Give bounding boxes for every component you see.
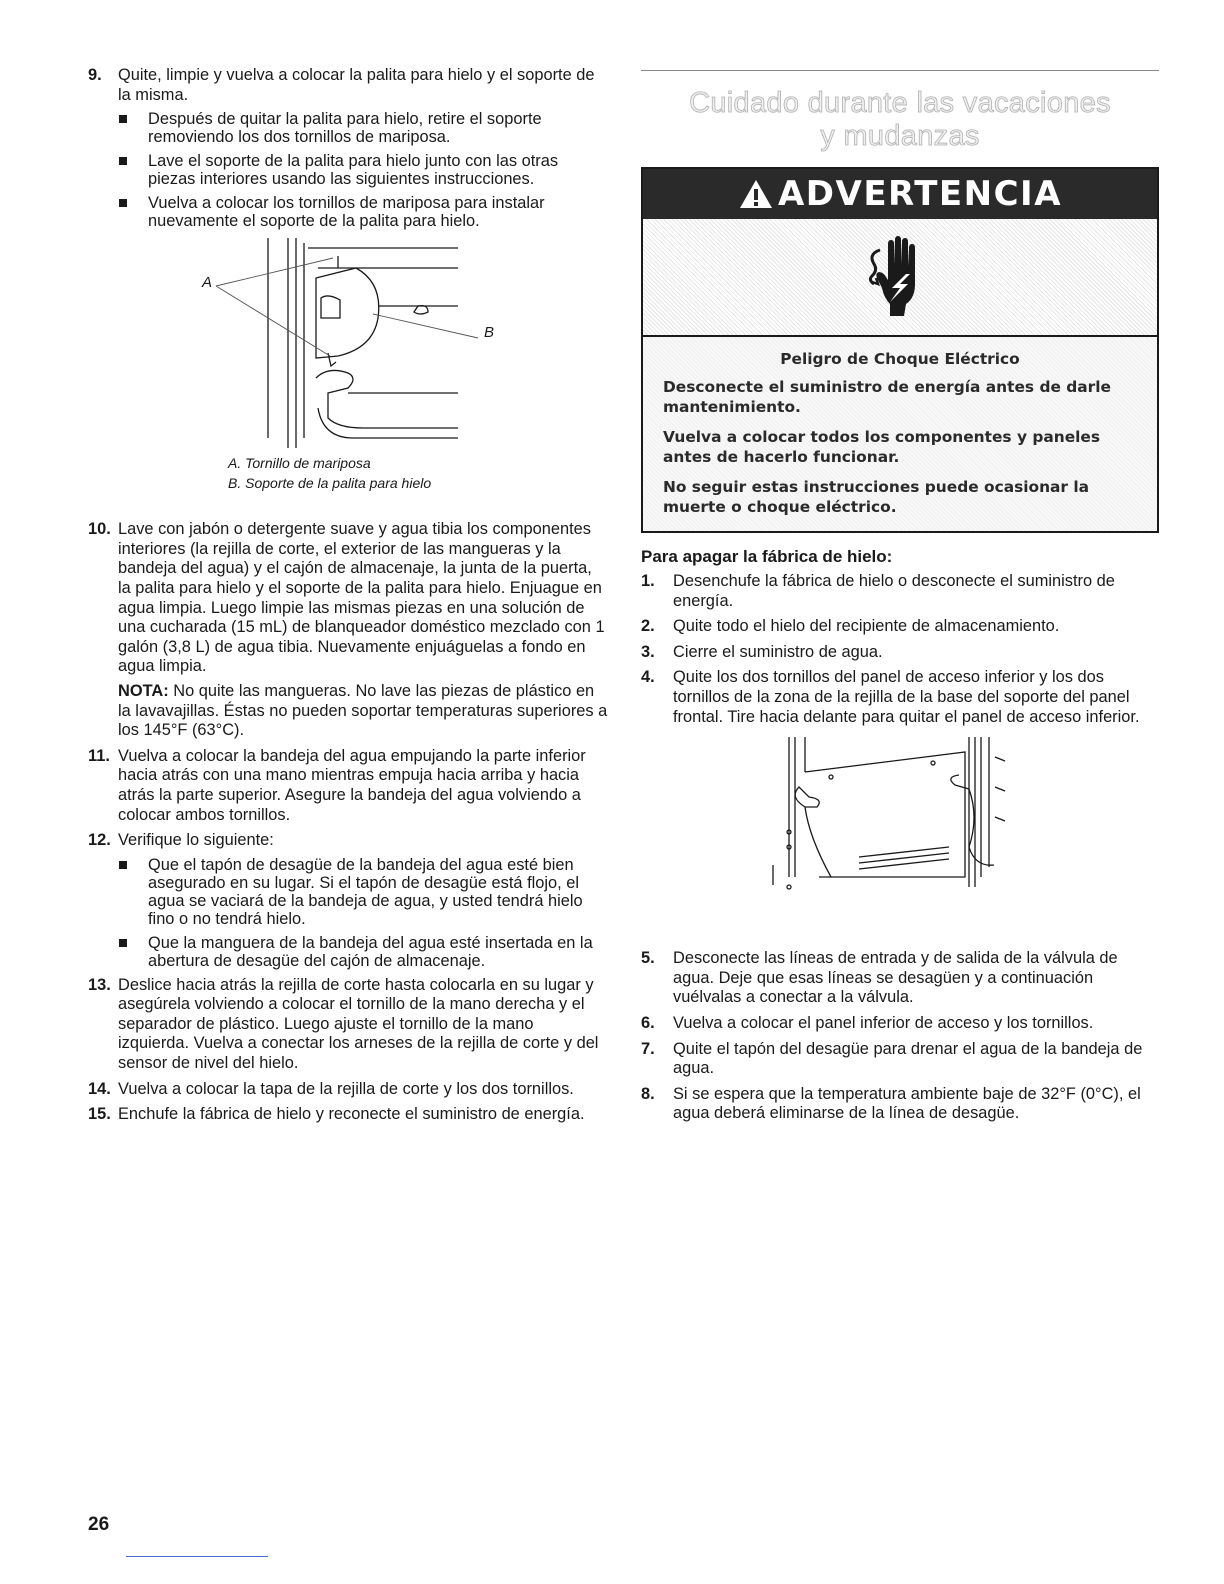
step-4 bbox=[641, 668, 1159, 727]
step-number: 10. bbox=[88, 520, 111, 539]
step-text: Si se espera que la temperatura ambiente baje de 32°F (0°C), el agua deberá eliminarse de la línea de desagüe. bbox=[673, 1084, 1141, 1123]
step-10 bbox=[88, 520, 608, 741]
caption-a: A. Tornillo de mariposa bbox=[228, 455, 371, 472]
step-number: 14. bbox=[88, 1079, 111, 1098]
page-number: 26 bbox=[88, 1514, 110, 1535]
bullet-list bbox=[118, 110, 608, 230]
step-number: 2. bbox=[641, 617, 655, 636]
step-text: Deslice hacia atrás la rejilla de corte hasta colocarla en su lugar y asegúrela volviendo a colocar el tornillo de la mano derecha y el separador de plástico. Luego ajuste el tornillo de la mano izquierda. Vuelva a conectar los arneses de la rejilla de corte y del sensor de nivel del hielo. bbox=[118, 975, 599, 1073]
step-text: Desenchufe la fábrica de hielo o desconecte el suministro de energía. bbox=[673, 572, 1115, 610]
label-b: B bbox=[484, 324, 495, 342]
step-number: 13. bbox=[88, 975, 111, 994]
step-text: Cierre el suministro de agua. bbox=[673, 642, 883, 661]
step-text: Verifique lo siguiente: bbox=[118, 831, 274, 850]
note-label: NOTA: bbox=[118, 681, 169, 700]
step-number: 11. bbox=[88, 746, 110, 765]
step-12 bbox=[88, 831, 608, 970]
bullet-list bbox=[118, 856, 608, 970]
step-text: Quite, limpie y vuelva a colocar la palita para hielo y el soporte de la misma. bbox=[118, 66, 595, 104]
step-text: Lave con jabón o detergente suave y agua tibia los componentes interiores (la rejilla de corte, el exterior de las mangueras y la bandeja del agua) y el cajón de almacenaje, la junta de la puerta, la palita para hielo y el soporte de la palita para hielo. Enjuague en agua limpia. Luego limpie las mismas piezas en una solución de una cucharada (15 mL) de blanqueador doméstico mezclado con 1 galón (3,8 L) de agua tibia. Nuevamente enjuáguelas a fondo en agua limpia. bbox=[118, 520, 605, 676]
step-number: 4. bbox=[641, 668, 655, 687]
step-text: Vuelva a colocar el panel inferior de acceso y los tornillos. bbox=[673, 1013, 1094, 1032]
step-6 bbox=[641, 1014, 1159, 1034]
step-14 bbox=[88, 1080, 608, 1100]
step-number: 9. bbox=[88, 66, 102, 84]
bullet-item: Que la manguera de la bandeja del agua esté insertada en la abertura de desagüe del cajón de almacenaje. bbox=[118, 934, 608, 970]
step-15 bbox=[88, 1105, 608, 1125]
section-title-line-2: y mudanzas bbox=[820, 120, 980, 152]
access-panel-figure bbox=[641, 737, 1159, 937]
step-text: Enchufe la fábrica de hielo y reconecte el suministro de energía. bbox=[118, 1105, 585, 1124]
step-3 bbox=[641, 643, 1159, 663]
step-13 bbox=[88, 976, 608, 1074]
warning-header-text: ADVERTENCIA bbox=[777, 174, 1063, 214]
section-divider bbox=[641, 70, 1159, 71]
note bbox=[118, 682, 608, 741]
section-title-line-1: Cuidado durante las vacaciones bbox=[689, 87, 1111, 119]
right-column bbox=[641, 70, 1159, 1130]
step-number: 5. bbox=[641, 949, 655, 968]
step-2 bbox=[641, 617, 1159, 637]
step-number: 6. bbox=[641, 1013, 655, 1032]
step-text: Quite el tapón del desagüe para drenar el agua de la bandeja de agua. bbox=[673, 1039, 1143, 1078]
warning-text: Vuelva a colocar todos los componentes y paneles antes de hacerlo funcionar. bbox=[663, 428, 1101, 466]
caption-b: B. Soporte de la palita para hielo bbox=[228, 475, 432, 492]
note-text: No quite las mangueras. No lave las piezas de plástico en la lavavajillas. Éstas no pueden soportar temperaturas superiores a los 145°F (63°C). bbox=[118, 681, 608, 740]
step-number: 7. bbox=[641, 1039, 655, 1058]
step-number: 1. bbox=[641, 572, 655, 590]
bullet-item: Después de quitar la palita para hielo, retire el soporte removiendo los dos tornillos de mariposa. bbox=[118, 110, 608, 146]
ice-scoop-holder-illustration bbox=[188, 238, 568, 468]
electric-shock-hand-icon bbox=[860, 232, 940, 322]
left-column bbox=[88, 66, 608, 1131]
step-text: Desconecte las líneas de entrada y de salida de la válvula de agua. Deje que esas líneas se desagüen y a continuación vuélvalas a conectar a la válvula. bbox=[673, 949, 1118, 1007]
bullet-item: Que el tapón de desagüe de la bandeja del agua esté bien asegurado en su lugar. Si el tapón de desagüe está flojo, el agua se vaciará de la bandeja de agua, y usted tendrá hielo fino o no tendrá hielo. bbox=[118, 856, 608, 928]
hazard-title: Peligro de Choque Eléctrico bbox=[780, 350, 1020, 368]
footer-line bbox=[126, 1556, 268, 1557]
ice-scoop-holder-figure bbox=[88, 238, 608, 508]
section-title bbox=[641, 87, 1159, 153]
step-8 bbox=[641, 1085, 1159, 1124]
step-7 bbox=[641, 1040, 1159, 1079]
step-text: Quite los dos tornillos del panel de acceso inferior y los dos tornillos de la zona de la rejilla de la base del soporte del panel frontal. Tire hacia delante para quitar el panel de acceso inferior. bbox=[673, 668, 1140, 726]
step-number: 8. bbox=[641, 1084, 655, 1103]
step-number: 15. bbox=[88, 1105, 111, 1124]
warning-icon-panel bbox=[643, 219, 1157, 337]
warning-triangle-icon bbox=[738, 178, 774, 210]
warning-header bbox=[643, 169, 1157, 219]
subheading: Para apagar la fábrica de hielo: bbox=[641, 547, 893, 566]
step-number: 12. bbox=[88, 831, 111, 850]
step-9 bbox=[88, 66, 608, 230]
step-11 bbox=[88, 747, 608, 825]
step-text: Vuelva a colocar la bandeja del agua empujando la parte inferior hacia atrás con una mano mientras empuja hacia arriba y hacia atrás la parte superior. Asegure la bandeja del agua volviendo a colocar ambos tornillos. bbox=[118, 746, 586, 824]
step-number: 3. bbox=[641, 642, 655, 661]
warning-body bbox=[643, 337, 1157, 531]
bullet-item: Vuelva a colocar los tornillos de mariposa para instalar nuevamente el soporte de la palita para hielo. bbox=[118, 194, 608, 230]
step-text: Vuelva a colocar la tapa de la rejilla de corte y los dos tornillos. bbox=[118, 1079, 574, 1098]
warning-box bbox=[641, 167, 1159, 533]
step-text: Quite todo el hielo del recipiente de almacenamiento. bbox=[673, 617, 1060, 636]
label-a: A bbox=[202, 274, 213, 292]
warning-text: Desconecte el suministro de energía antes de darle mantenimiento. bbox=[663, 378, 1111, 416]
step-5 bbox=[641, 949, 1159, 1008]
step-1 bbox=[641, 572, 1159, 611]
access-panel-illustration bbox=[769, 737, 1039, 917]
warning-text: No seguir estas instrucciones puede ocasionar la muerte o choque eléctrico. bbox=[663, 478, 1090, 516]
bullet-item: Lave el soporte de la palita para hielo junto con las otras piezas interiores usando las siguientes instrucciones. bbox=[118, 152, 608, 188]
